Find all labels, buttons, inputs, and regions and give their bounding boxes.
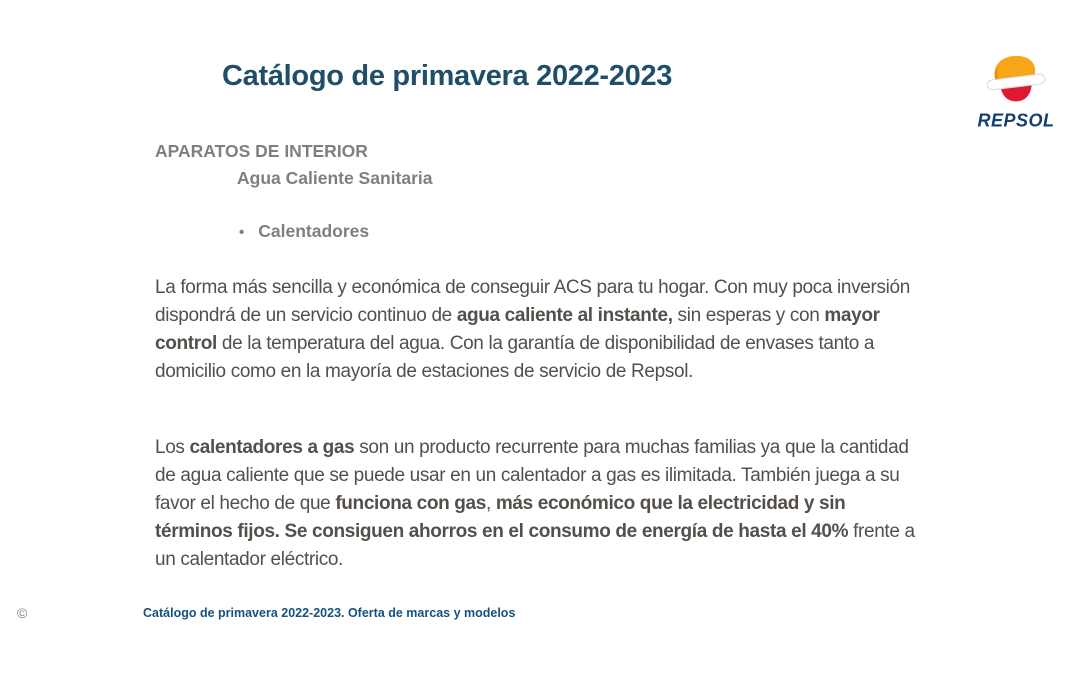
repsol-wordmark: REPSOL (977, 109, 1055, 131)
bullet-label: Calentadores (258, 221, 370, 241)
footer-text: Catálogo de primavera 2022-2023. Oferta de marcas y modelos (143, 606, 516, 620)
section-heading: APARATOS DE INTERIOR (155, 141, 368, 161)
copyright-symbol: © (17, 605, 28, 621)
bullet-item-calentadores (239, 221, 369, 242)
repsol-logo (968, 50, 1064, 131)
bullet-icon: • (239, 224, 245, 241)
paragraph-intro: La forma más sencilla y económica de conseguir ACS para tu hogar. Con muy poca inversión dispondrá de un servicio continuo de agua caliente al instante, sin esperas y con mayor control de la temperatura del agua. Con la garantía de disponibilidad de envases tanto a domicilio como en la mayoría de estaciones de servicio de Repsol. (155, 277, 910, 382)
page-title: Catálogo de primavera 2022-2023 (222, 60, 673, 92)
paragraph-calentadores-gas: Los calentadores a gas son un producto recurrente para muchas familias ya que la cantidad de agua caliente que se puede usar en un calentador a gas es ilimitada. También juega a su favor el hecho de que funciona con gas, más económico que la electricidad y sin términos fijos. Se consiguen ahorros en el consumo de energía de hasta el 40% frente a un calentador eléctrico. (155, 437, 915, 570)
repsol-logo-icon (983, 50, 1049, 108)
subsection-heading: Agua Caliente Sanitaria (237, 168, 433, 188)
